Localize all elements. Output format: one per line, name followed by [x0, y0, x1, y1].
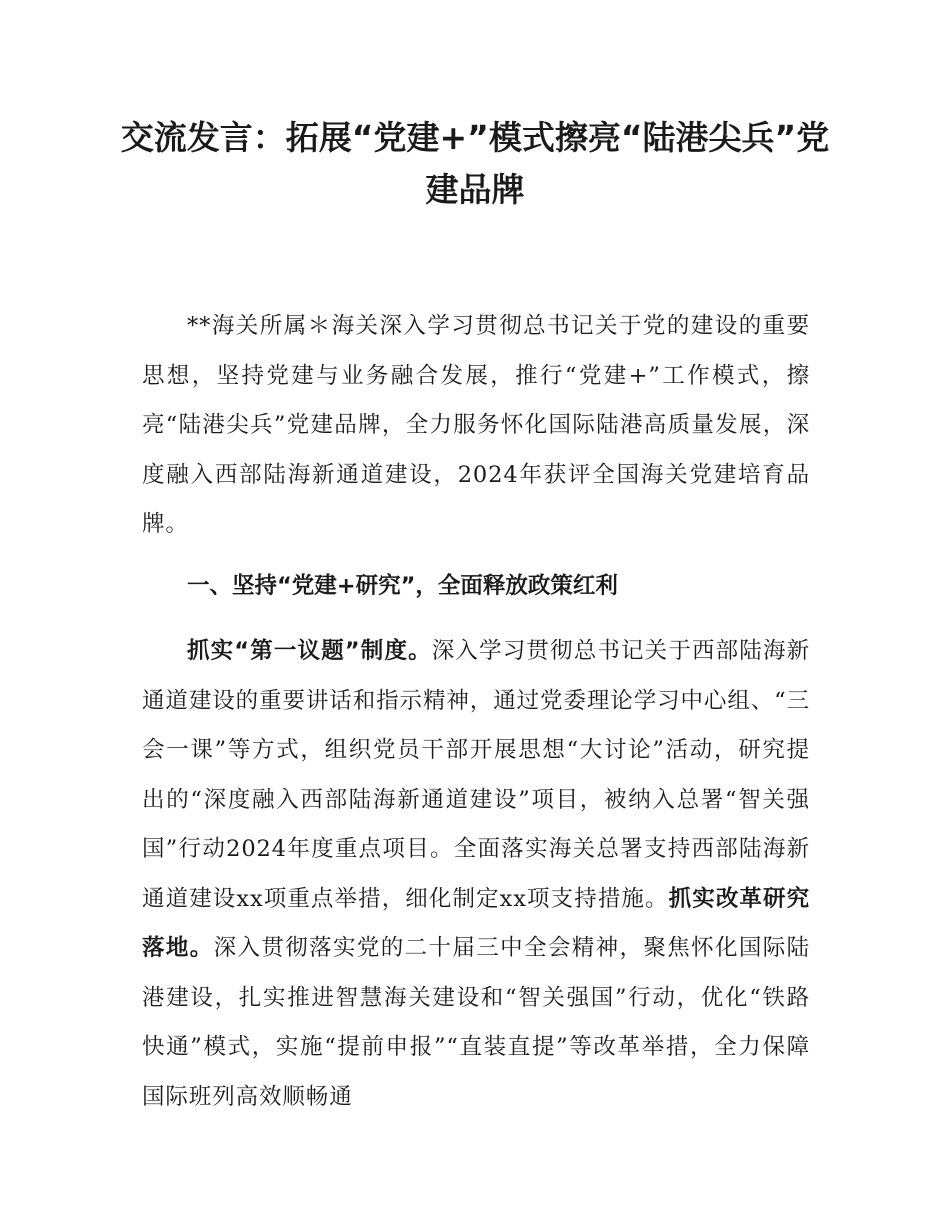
section-heading: 一、坚持“党建+研究”，全面释放政策红利 — [187, 573, 618, 599]
paragraph-lead-2: 抓实改革研究落地。 — [142, 885, 810, 961]
paragraph-lead-1: 抓实“第一议题”制度。 — [187, 638, 432, 664]
section-paragraph — [142, 627, 810, 1122]
paragraph-text-1: 深入学习贯彻总书记关于西部陆海新通道建设的重要讲话和指示精神，通过党委理论学习中心组、“三会一课”等方式，组织党员干部开展思想“大讨论”活动，研究提出的“深度融入西部陆海新通道建设”项目，被纳入总署“智关强国”行动2024年度重点项目。全面落实海关总署支持西部陆海新通道建设xx项重点举措，细化制定xx项支持措施。 — [142, 638, 810, 912]
document-title: 交流发言：拓展“党建+”模式擦亮“陆港尖兵”党建品牌 — [120, 118, 830, 209]
intro-paragraph: **海关所属＊海关深入学习贯彻总书记关于党的建设的重要思想，坚持党建与业务融合发展，推行“党建+”工作模式，擦亮“陆港尖兵”党建品牌，全力服务怀化国际陆港高质量发展，深度融入西部陆海新通道建设，2024年获评全国海关党建培育品牌。 — [142, 313, 810, 537]
paragraph-text-2: 深入贯彻落实党的二十届三中全会精神，聚焦怀化国际陆港建设，扎实推进智慧海关建设和“智关强国”行动，优化“铁路快通”模式，实施“提前申报”“直装直提”等改革举措，全力保障国际班列高效顺畅通 — [142, 935, 810, 1110]
